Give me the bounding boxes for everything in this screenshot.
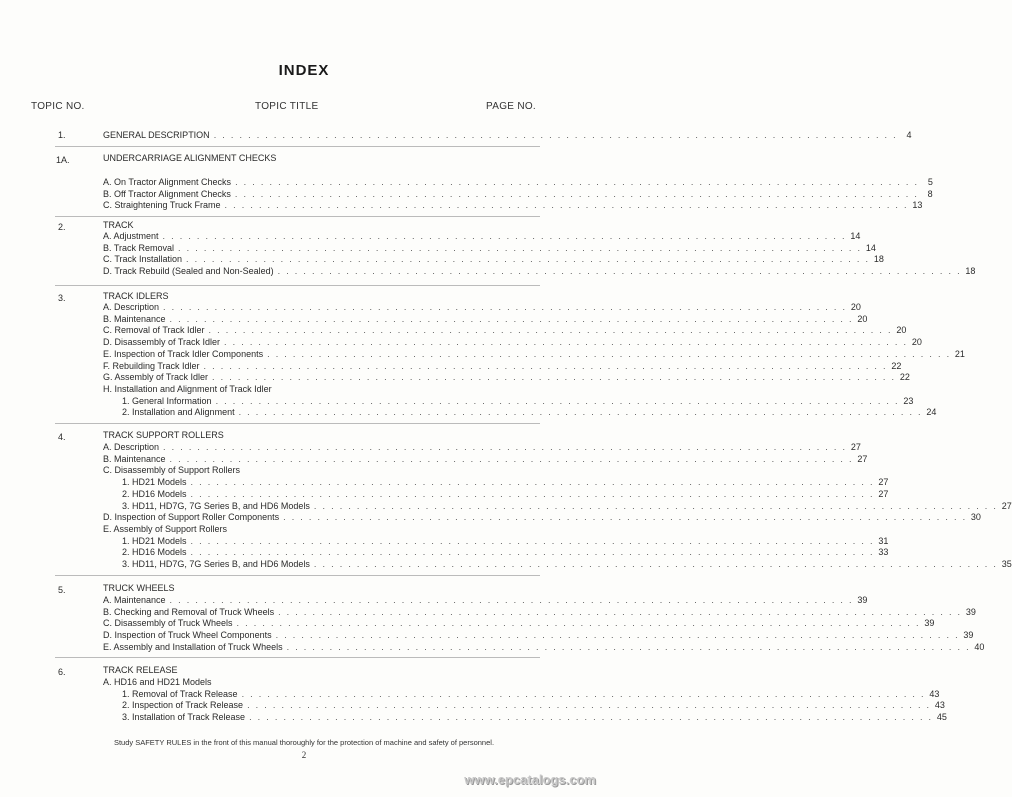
entry-title: 3. HD11, HD7G, 7G Series B, and HD6 Models: [122, 500, 310, 511]
entry-page: 14: [865, 242, 876, 253]
section-heading: TRACK SUPPORT ROLLERS: [103, 430, 224, 440]
dot-leader: . . . . . . . . . . . . . . . . . . . . . . . . . . . . . . . . . . . . . . . . . . . . . . . . . . . . . . . . . . . . . . . . . . . . . . . . . . . . . . . .: [286, 641, 971, 652]
entry-title: B. Off Tractor Alignment Checks: [103, 188, 231, 199]
entry-page: 33: [878, 547, 889, 558]
index-entry: [103, 188, 933, 200]
index-entry: [103, 325, 907, 336]
index-entry: [103, 266, 976, 277]
dot-leader: . . . . . . . . . . . . . . . . . . . . . . . . . . . . . . . . . . . . . . . . . . . . . . . . . . . . . . . . . . . . . . . . . . . . . . . . . . . . . . . .: [238, 407, 923, 418]
index-entry: [103, 302, 861, 313]
index-entry: [122, 407, 937, 418]
entry-page: 24: [926, 407, 937, 418]
entry-title: 2. HD16 Models: [122, 488, 187, 499]
dot-leader: . . . . . . . . . . . . . . . . . . . . . . . . . . . . . . . . . . . . . . . . . . . . . . . . . . . . . . . . . . . . . . . . . . . . . . . . . . . . . . . .: [178, 242, 862, 253]
dot-leader: . . . . . . . . . . . . . . . . . . . . . . . . . . . . . . . . . . . . . . . . . . . . . . . . . . . . . . . . . . . . . . . . . . . . . . . . . . . . . . . .: [275, 630, 960, 641]
dot-leader: . . . . . . . . . . . . . . . . . . . . . . . . . . . . . . . . . . . . . . . . . . . . . . . . . . . . . . . . . . . . . . . . . . . . . . . . . . . . . . . .: [247, 700, 931, 711]
page-title: INDEX: [278, 62, 330, 79]
dot-leader: . . . . . . . . . . . . . . . . . . . . . . . . . . . . . . . . . . . . . . . . . . . . . . . . . . . . . . . . . . . . . . . . . . . . . . . . . . . . . . . .: [234, 188, 919, 199]
entry-title: C. Disassembly of Support Rollers: [103, 465, 241, 476]
dot-leader: . . . . . . . . . . . . . . . . . . . . . . . . . . . . . . . . . . . . . . . . . . . . . . . . . . . . . . . . . . . . . . . . . . . . . . . . . . . . . . . .: [169, 453, 854, 464]
entry-page: 43: [934, 700, 945, 711]
index-entry: [122, 535, 889, 547]
dot-leader: . . . . . . . . . . . . . . . . . . . . . . . . . . . . . . . . . . . . . . . . . . . . . . . . . . . . . . . . . . . . . . . . . . . . . . . . . . . . . . . .: [224, 200, 909, 211]
entry-title: 1. Removal of Track Release: [122, 688, 238, 699]
section-number: 1.: [58, 130, 66, 140]
entry-title: 3. HD11, HD7G, 7G Series B, and HD6 Models: [122, 559, 310, 569]
index-entry: [103, 177, 933, 188]
entry-page: 27: [878, 488, 889, 499]
section-number: 5.: [58, 585, 66, 595]
section-number: 2.: [58, 222, 66, 232]
entry-page: 40: [974, 641, 985, 652]
entry-page: 39: [965, 606, 976, 617]
entry-title: B. Maintenance: [103, 453, 166, 464]
entry-page: 23: [903, 395, 914, 406]
topic-no-header: TOPIC NO.: [31, 101, 85, 112]
index-entry: [122, 559, 1012, 570]
entry-title: G. Assembly of Track Idler: [103, 372, 209, 383]
entry-page: 8: [927, 188, 933, 199]
index-entry: [103, 313, 868, 325]
entry-title: C. Straightening Truck Frame: [103, 200, 221, 211]
index-entry: [103, 360, 902, 372]
index-entry: [103, 618, 935, 629]
entry-page: 39: [963, 630, 974, 641]
index-entry: [103, 200, 923, 211]
entry-title: 2. Installation and Alignment: [122, 407, 235, 418]
entry-title: A. Maintenance: [103, 595, 166, 605]
entry-title: 1. HD21 Models: [122, 477, 187, 488]
dot-leader: . . . . . . . . . . . . . . . . . . . . . . . . . . . . . . . . . . . . . . . . . . . . . . . . . . . . . . . . . . . . . . . . . . . . . . . . . . . . . . . .: [163, 302, 847, 312]
entry-title: 3. Installation of Track Release: [122, 712, 246, 723]
dot-leader: . . . . . . . . . . . . . . . . . . . . . . . . . . . . . . . . . . . . . . . . . . . . . . . . . . . . . . . . . . . . . . . . . . . . . . . . . . . . . . . .: [267, 348, 951, 359]
entry-page: 43: [929, 688, 940, 699]
section-heading: TRACK IDLERS: [103, 291, 169, 301]
index-entry: [103, 595, 868, 606]
entry-title: F. Rebuilding Track Idler: [103, 360, 200, 371]
section-number: 1A.: [56, 155, 70, 165]
entry-page: 27: [850, 442, 861, 452]
section-number: 6.: [58, 667, 66, 677]
section-heading: TRACK RELEASE: [103, 665, 178, 675]
index-entry: [122, 500, 1012, 512]
index-entry: [103, 348, 965, 360]
entry-page: 13: [912, 200, 923, 211]
watermark: www.epcatalogs.com: [464, 772, 596, 787]
topic-title-header: TOPIC TITLE: [255, 101, 319, 112]
entry-title: A. Adjustment: [103, 231, 159, 241]
entry-title: B. Maintenance: [103, 313, 166, 324]
section-heading: TRUCK WHEELS: [103, 583, 175, 593]
entry-page: 20: [911, 337, 922, 348]
dot-leader: . . . . . . . . . . . . . . . . . . . . . . . . . . . . . . . . . . . . . . . . . . . . . . . . . . . . . . . . . . . . . . . . . . . . . . . . . . . . . . . .: [283, 512, 967, 523]
entry-page: 20: [896, 325, 907, 336]
footer-note: Study SAFETY RULES in the front of this manual thoroughly for the protection of machine and safety of personnel.: [113, 738, 495, 747]
entry-title: A. HD16 and HD21 Models: [103, 677, 212, 687]
dot-leader: . . . . . . . . . . . . . . . . . . . . . . . . . . . . . . . . . . . . . . . . . . . . . . . . . . . . . . . . . . . . . . . . . . . . . . . . . . . . . . . .: [190, 535, 875, 546]
index-entry: [122, 395, 914, 407]
entry-page: 14: [850, 231, 861, 241]
index-entry: [103, 641, 985, 653]
section-divider: [55, 657, 540, 658]
entry-title: B. Checking and Removal of Truck Wheels: [103, 606, 275, 617]
dot-leader: . . . . . . . . . . . . . . . . . . . . . . . . . . . . . . . . . . . . . . . . . . . . . . . . . . . . . . . . . . . . . . . . . . . . . . . . . . . . . . . .: [169, 595, 854, 605]
entry-title: C. Removal of Track Idler: [103, 325, 205, 336]
entry-page: 18: [965, 266, 976, 277]
entry-title: 2. Inspection of Track Release: [122, 700, 244, 711]
section-heading: TRACK: [103, 220, 134, 230]
index-entry: [103, 442, 861, 453]
index-entry: [103, 337, 922, 348]
section-heading: UNDERCARRIAGE ALIGNMENT CHECKS: [103, 153, 277, 163]
page-no-header: PAGE NO.: [486, 101, 537, 112]
entry-title: D. Inspection of Truck Wheel Components: [103, 630, 272, 641]
index-entry: [103, 130, 912, 141]
dot-leader: . . . . . . . . . . . . . . . . . . . . . . . . . . . . . . . . . . . . . . . . . . . . . . . . . . . . . . . . . . . . . . . . . . . . . . . . . . . . . . . .: [236, 618, 921, 629]
entry-title: D. Inspection of Support Roller Components: [103, 512, 280, 523]
index-entry: [103, 231, 861, 242]
entry-title: D. Disassembly of Track Idler: [103, 337, 221, 348]
entry-page: 5: [927, 177, 933, 187]
entry-title: 1. HD21 Models: [122, 535, 187, 546]
dot-leader: . . . . . . . . . . . . . . . . . . . . . . . . . . . . . . . . . . . . . . . . . . . . . . . . . . . . . . . . . . . . . . . . . . . . . . . . . . . . . . . .: [313, 500, 998, 511]
entry-title: A. Description: [103, 442, 160, 452]
index-entry: [103, 606, 976, 618]
index-entry: [103, 453, 868, 465]
entry-page: 4: [906, 130, 912, 140]
entry-page: 39: [924, 618, 935, 629]
entry-title: H. Installation and Alignment of Track Idler: [103, 383, 272, 394]
dot-leader: . . . . . . . . . . . . . . . . . . . . . . . . . . . . . . . . . . . . . . . . . . . . . . . . . . . . . . . . . . . . . . . . . . . . . . . . . . . . . . . .: [169, 313, 854, 324]
dot-leader: . . . . . . . . . . . . . . . . . . . . . . . . . . . . . . . . . . . . . . . . . . . . . . . . . . . . . . . . . . . . . . . . . . . . . . . . . . . . . . . .: [235, 177, 919, 187]
entry-page: 27: [1001, 500, 1012, 511]
index-entry: [103, 242, 876, 254]
dot-leader: . . . . . . . . . . . . . . . . . . . . . . . . . . . . . . . . . . . . . . . . . . . . . . . . . . . . . . . . . . . . . . . . . . . . . . . . . . . . . . . .: [163, 442, 847, 452]
entry-page: 35: [1001, 559, 1012, 569]
dot-leader: . . . . . . . . . . . . . . . . . . . . . . . . . . . . . . . . . . . . . . . . . . . . . . . . . . . . . . . . . . . . . . . . . . . . . . . . . . . . . . . .: [190, 488, 875, 499]
section-divider: [55, 285, 540, 286]
section-divider: [55, 575, 540, 576]
section-divider: [55, 146, 540, 147]
entry-page: 27: [878, 477, 889, 488]
entry-title: C. Track Installation: [103, 254, 183, 265]
index-entry: [103, 524, 516, 535]
dot-leader: . . . . . . . . . . . . . . . . . . . . . . . . . . . . . . . . . . . . . . . . . . . . . . . . . . . . . . . . . . . . . . . . . . . . . . . . . . . . . . . .: [278, 606, 962, 617]
dot-leader: . . . . . . . . . . . . . . . . . . . . . . . . . . . . . . . . . . . . . . . . . . . . . . . . . . . . . . . . . . . . . . . . . . . . . . . . . . . . . . . .: [215, 395, 900, 406]
dot-leader: . . . . . . . . . . . . . . . . . . . . . . . . . . . . . . . . . . . . . . . . . . . . . . . . . . . . . . . . . . . . . . . . . . . . . . . . . . . . . . . .: [313, 559, 998, 569]
entry-title: A. Description: [103, 302, 160, 312]
dot-leader: . . . . . . . . . . . . . . . . . . . . . . . . . . . . . . . . . . . . . . . . . . . . . . . . . . . . . . . . . . . . . . . . . . . . . . . . . . . . . . . .: [277, 266, 962, 277]
dot-leader: . . . . . . . . . . . . . . . . . . . . . . . . . . . . . . . . . . . . . . . . . . . . . . . . . . . . . . . . . . . . . . . . . . . . . . . . . . . . . . . .: [190, 477, 875, 488]
dot-leader: . . . . . . . . . . . . . . . . . . . . . . . . . . . . . . . . . . . . . . . . . . . . . . . . . . . . . . . . . . . . . . . . . . . . . . . . . . . . . . . .: [190, 547, 875, 558]
entry-title: GENERAL DESCRIPTION: [103, 130, 210, 140]
entry-title: E. Inspection of Track Idler Components: [103, 348, 264, 359]
index-entry: [103, 384, 516, 395]
entry-title: D. Track Rebuild (Sealed and Non-Sealed): [103, 266, 274, 277]
entry-title: E. Assembly of Support Rollers: [103, 523, 228, 534]
index-entry: [103, 512, 981, 523]
entry-page: 18: [873, 254, 884, 265]
dot-leader: . . . . . . . . . . . . . . . . . . . . . . . . . . . . . . . . . . . . . . . . . . . . . . . . . . . . . . . . . . . . . . . . . . . . . . . . . . . . . . . .: [208, 325, 893, 336]
dot-leader: . . . . . . . . . . . . . . . . . . . . . . . . . . . . . . . . . . . . . . . . . . . . . . . . . . . . . . . . . . . . . . . . . . . . . . . . . . . . . . . .: [224, 337, 908, 348]
entry-page: 20: [857, 313, 868, 324]
entry-page: 22: [891, 360, 902, 371]
section-divider: [55, 216, 540, 217]
dot-leader: . . . . . . . . . . . . . . . . . . . . . . . . . . . . . . . . . . . . . . . . . . . . . . . . . . . . . . . . . . . . . . . . . . . . . . . . . . . . . . . .: [203, 360, 888, 371]
entry-title: C. Disassembly of Truck Wheels: [103, 618, 233, 629]
page-number: 2: [301, 750, 307, 760]
index-entry: [122, 488, 889, 500]
index-entry: [122, 547, 889, 558]
entry-page: 31: [878, 535, 889, 546]
entry-page: 45: [936, 712, 947, 723]
index-entry: [122, 688, 940, 700]
index-entry: [103, 372, 910, 383]
dot-leader: . . . . . . . . . . . . . . . . . . . . . . . . . . . . . . . . . . . . . . . . . . . . . . . . . . . . . . . . . . . . . . . . . . . . . . . . . . . . . . . .: [249, 712, 933, 723]
index-entry: [103, 630, 974, 641]
section-number: 4.: [58, 432, 66, 442]
entry-page: 27: [857, 453, 868, 464]
section-number: 3.: [58, 293, 66, 303]
index-entry: [122, 700, 945, 711]
entry-page: 20: [850, 302, 861, 312]
entry-page: 22: [899, 372, 910, 383]
dot-leader: . . . . . . . . . . . . . . . . . . . . . . . . . . . . . . . . . . . . . . . . . . . . . . . . . . . . . . . . . . . . . . . . . . . . . . . . . . . . . . . .: [162, 231, 847, 241]
entry-title: E. Assembly and Installation of Truck Wheels: [103, 641, 283, 652]
index-entry: [103, 254, 884, 265]
dot-leader: . . . . . . . . . . . . . . . . . . . . . . . . . . . . . . . . . . . . . . . . . . . . . . . . . . . . . . . . . . . . . . . . . . . . . . . . . . . . . . . .: [186, 254, 870, 265]
entry-title: 1. General Information: [122, 395, 212, 406]
entry-title: 2. HD16 Models: [122, 547, 187, 558]
dot-leader: . . . . . . . . . . . . . . . . . . . . . . . . . . . . . . . . . . . . . . . . . . . . . . . . . . . . . . . . . . . . . . . . . . . . . . . . . . . . . . . .: [241, 688, 926, 699]
entry-page: 21: [954, 348, 965, 359]
entry-page: 30: [970, 512, 981, 523]
index-entry: [103, 677, 516, 688]
entry-title: A. On Tractor Alignment Checks: [103, 177, 232, 187]
dot-leader: . . . . . . . . . . . . . . . . . . . . . . . . . . . . . . . . . . . . . . . . . . . . . . . . . . . . . . . . . . . . . . . . . . . . . . . . . . . . . . . .: [212, 372, 896, 383]
entry-title: B. Track Removal: [103, 242, 175, 253]
index-entry: [122, 712, 947, 723]
index-entry: [103, 465, 516, 476]
dot-leader: . . . . . . . . . . . . . . . . . . . . . . . . . . . . . . . . . . . . . . . . . . . . . . . . . . . . . . . . . . . . . . . . . . . . . . . . . . . . . . . .: [213, 130, 898, 140]
index-entry: [122, 477, 889, 488]
entry-page: 39: [857, 595, 868, 605]
section-divider: [55, 423, 540, 424]
